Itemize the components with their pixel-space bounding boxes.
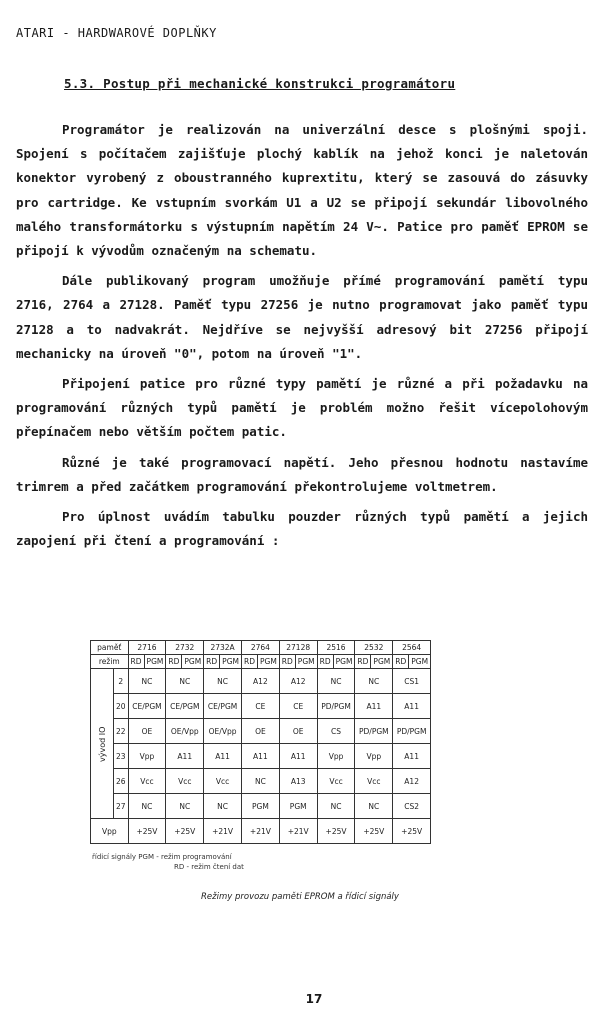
paragraph: Pro úplnost uvádím tabulku pouzder různých typů pamětí a jejich zapojení při čtení a programování :: [16, 509, 588, 549]
table-cell: A11: [393, 694, 431, 719]
table-cell: OE: [241, 719, 279, 744]
table-row: [91, 744, 431, 769]
chip-header: 2564: [393, 641, 431, 655]
chip-header: 27128: [279, 641, 317, 655]
paragraph: Programátor je realizován na univerzální desce s plošnými spoji. Spojení s počítačem zajišťuje plochý kablík na jehož konci je naletován konektor vyrobený z oboustranného kuprextitu, který se zasouvá do zásuvky pro cartridge. Ke vstupním svorkám U1 a U2 se připojí sekundár libovolného malého transformátorku s výstupním napětím 24 V~. Patice pro paměť EPROM se připojí k vývodům označeným na schematu.: [16, 122, 588, 259]
table-row: [91, 694, 431, 719]
pin-number: 27: [114, 794, 129, 819]
table-cell: PD/PGM: [355, 719, 393, 744]
legend-line: RD - režim čtení dat: [174, 863, 244, 871]
table-cell: OE: [279, 719, 317, 744]
table-cell: NC: [241, 769, 279, 794]
table-cell: OE/Vpp: [166, 719, 204, 744]
table-cell: A11: [279, 744, 317, 769]
eprom-pin-table: [90, 640, 431, 844]
table-cell: A13: [279, 769, 317, 794]
table-mode-row: [91, 655, 431, 669]
table-row: [91, 669, 431, 694]
mode-rd: RD: [204, 655, 220, 669]
table-cell: PD/PGM: [317, 694, 355, 719]
mode-pgm: PGM: [144, 655, 166, 669]
table-cell: PGM: [279, 794, 317, 819]
table-cell: A11: [393, 744, 431, 769]
mode-rd: RD: [355, 655, 371, 669]
paragraph: Připojení patice pro různé typy pamětí je různé a při požadavku na programování různých typů pamětí je problém možno řešit vícepolohovým přepínačem nebo větším počtem patic.: [16, 376, 588, 440]
table-legend: [92, 852, 244, 872]
vpp-cell: +25V: [355, 819, 393, 844]
table-cell: NC: [317, 669, 355, 694]
vpp-cell: +21V: [241, 819, 279, 844]
table-cell: CS: [317, 719, 355, 744]
label-vpp: Vpp: [91, 819, 129, 844]
table-cell: CE/PGM: [204, 694, 242, 719]
paragraph: Různé je také programovací napětí. Jeho přesnou hodnotu nastavíme trimrem a před začátkem programování překontrolujeme voltmetrem.: [16, 454, 588, 494]
table-cell: Vcc: [166, 769, 204, 794]
mode-rd: RD: [241, 655, 257, 669]
pin-number: 26: [114, 769, 129, 794]
table-cell: NC: [128, 669, 166, 694]
paragraph: Dále publikovaný program umožňuje přímé programování pamětí typu 2716, 2764 a 27128. Paměť typu 27256 je nutno programovat jako paměť typu 27128 a to nadvakrát. Nejdříve se nejvyšší adresový bit 27256 připojí mechanicky na úroveň "0", potom na úroveň "1".: [16, 273, 588, 361]
pin-number: 23: [114, 744, 129, 769]
mode-rd: RD: [166, 655, 182, 669]
vpp-cell: +21V: [204, 819, 242, 844]
table-row: [91, 794, 431, 819]
table-cell: NC: [355, 794, 393, 819]
mode-rd: RD: [393, 655, 409, 669]
vpp-cell: +21V: [279, 819, 317, 844]
table-cell: A12: [393, 769, 431, 794]
table-cell: A11: [241, 744, 279, 769]
vpp-cell: +25V: [317, 819, 355, 844]
chip-header: 2732: [166, 641, 204, 655]
label-mode: režim: [91, 655, 129, 669]
label-pin: vývod IO: [91, 669, 114, 819]
table-cell: Vpp: [355, 744, 393, 769]
table-cell: Vpp: [128, 744, 166, 769]
pin-number: 2: [114, 669, 129, 694]
table-row: [91, 719, 431, 744]
table-header-row: [91, 641, 431, 655]
table-cell: CS2: [393, 794, 431, 819]
table-cell: A11: [204, 744, 242, 769]
table-cell: A12: [241, 669, 279, 694]
table-cell: CE: [279, 694, 317, 719]
mode-rd: RD: [317, 655, 333, 669]
table-cell: CE: [241, 694, 279, 719]
table-cell: A11: [166, 744, 204, 769]
table-cell: Vcc: [317, 769, 355, 794]
table-cell: CE/PGM: [128, 694, 166, 719]
table-cell: OE: [128, 719, 166, 744]
table-cell: Vcc: [204, 769, 242, 794]
table-cell: A11: [355, 694, 393, 719]
mode-pgm: PGM: [220, 655, 242, 669]
table-cell: OE/Vpp: [204, 719, 242, 744]
mode-pgm: PGM: [182, 655, 204, 669]
chip-header: 2764: [241, 641, 279, 655]
chip-header: 2532: [355, 641, 393, 655]
legend-line: řídicí signály PGM - režim programování: [92, 853, 232, 861]
table-cell: PGM: [241, 794, 279, 819]
chip-header: 2716: [128, 641, 166, 655]
mode-rd: RD: [279, 655, 295, 669]
mode-pgm: PGM: [409, 655, 431, 669]
table-cell: Vcc: [355, 769, 393, 794]
table-cell: NC: [204, 794, 242, 819]
chip-header: 2732A: [204, 641, 242, 655]
table-row: [91, 769, 431, 794]
table-cell: NC: [166, 794, 204, 819]
section-title: 5.3. Postup při mechanické konstrukci programátoru: [64, 76, 456, 91]
table-vpp-row: [91, 819, 431, 844]
chip-header: 2516: [317, 641, 355, 655]
page-number: 17: [305, 992, 323, 1006]
table-cell: NC: [204, 669, 242, 694]
vpp-cell: +25V: [128, 819, 166, 844]
pin-number: 20: [114, 694, 129, 719]
table-cell: Vpp: [317, 744, 355, 769]
table-cell: A12: [279, 669, 317, 694]
body-text: [16, 118, 588, 559]
mode-pgm: PGM: [371, 655, 393, 669]
table-cell: NC: [128, 794, 166, 819]
mode-pgm: PGM: [257, 655, 279, 669]
table-cell: NC: [355, 669, 393, 694]
eprom-table-figure: [90, 640, 431, 844]
vpp-cell: +25V: [393, 819, 431, 844]
table-cell: Vcc: [128, 769, 166, 794]
running-header: ATARI - HARDWAROVÉ DOPLŇKY: [16, 26, 217, 40]
mode-rd: RD: [128, 655, 144, 669]
table-caption: Režimy provozu paměti EPROM a řídicí signály: [201, 892, 399, 902]
mode-pgm: PGM: [295, 655, 317, 669]
table-cell: NC: [166, 669, 204, 694]
pin-number: 22: [114, 719, 129, 744]
vpp-cell: +25V: [166, 819, 204, 844]
label-memory: paměť: [91, 641, 129, 655]
mode-pgm: PGM: [333, 655, 355, 669]
table-cell: CE/PGM: [166, 694, 204, 719]
table-cell: PD/PGM: [393, 719, 431, 744]
table-cell: NC: [317, 794, 355, 819]
table-cell: CS1: [393, 669, 431, 694]
